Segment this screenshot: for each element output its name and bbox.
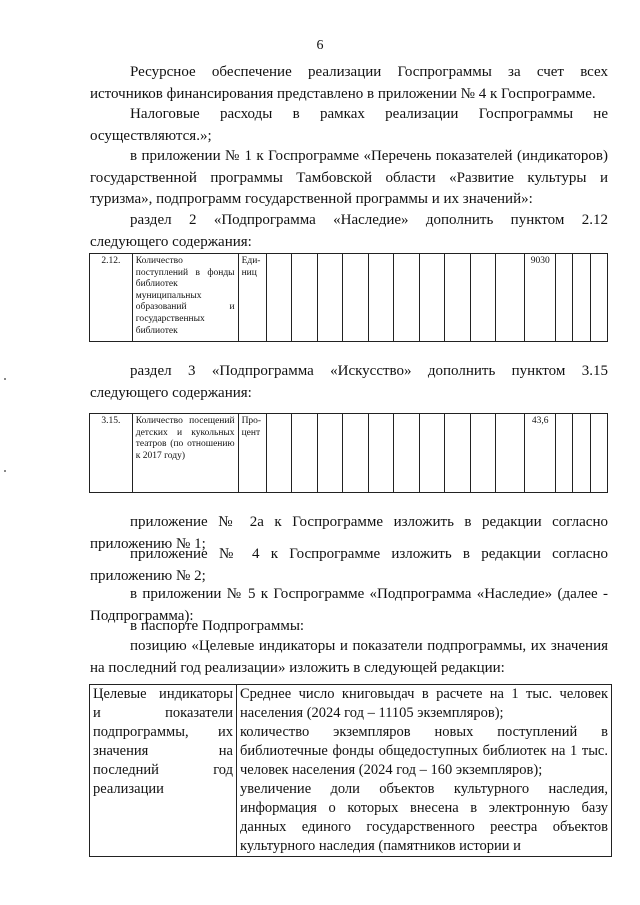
empty-cell [419, 254, 444, 342]
empty-cell [394, 414, 419, 493]
indicator-unit: Про-цент [238, 414, 266, 493]
empty-cell [292, 414, 317, 493]
empty-cell [573, 254, 590, 342]
paragraph-appendix-1: в приложении № 1 к Госпрограмме «Перечень показателей (индикаторов) государственной программы Тамбовской области «Развитие культуры и туризма», подпрограмм государственной программы и их значений»: [90, 148, 608, 207]
paragraph-tax-expenses: Налоговые расходы в рамках реализации Госпрограммы не осуществляются.»; [90, 106, 608, 144]
paragraph-position: позицию «Целевые индикаторы и показатели подпрограммы, их значения на последний год реализации» изложить в следующей редакции: [90, 638, 608, 676]
empty-cell [556, 414, 573, 493]
passport-label: Целевые индикаторы и показатели подпрограммы, их значения на последний год реализации [90, 685, 237, 857]
paragraph-appendix-4: приложение № 4 к Госпрограмме изложить в редакции согласно приложению № 2; [90, 546, 608, 584]
empty-cell [343, 254, 368, 342]
empty-cell [495, 414, 525, 493]
empty-cell [470, 254, 495, 342]
empty-cell [556, 254, 573, 342]
empty-cell [317, 414, 342, 493]
scan-speck [4, 470, 6, 472]
indicator-value: 9030 [525, 254, 556, 342]
empty-cell [445, 254, 470, 342]
empty-cell [368, 254, 393, 342]
indicator-number: 3.15. [90, 414, 133, 493]
paragraph-passport: в паспорте Подпрограммы: [130, 618, 305, 634]
empty-cell [445, 414, 470, 493]
page-number: 6 [316, 38, 324, 53]
empty-cell [267, 254, 292, 342]
empty-cell [419, 414, 444, 493]
indicator-description: Количество посещений детских и кукольных театров (по отношению к 2017 году) [132, 414, 238, 493]
empty-cell [573, 414, 590, 493]
indicator-number: 2.12. [90, 254, 133, 342]
empty-cell [590, 254, 607, 342]
passport-values [237, 685, 612, 857]
passport-table [89, 684, 612, 857]
indicator-table-2-12 [89, 253, 608, 342]
indicator-description: Количество поступлений в фонды библиотек муниципальных образований и государственных библиотек [132, 254, 238, 342]
empty-cell [368, 414, 393, 493]
empty-cell [267, 414, 292, 493]
empty-cell [590, 414, 607, 493]
indicator-value: 43,6 [525, 414, 556, 493]
passport-item: количество экземпляров новых поступлений в библиотечные фонды общедоступных библиотек на 1 тыс. человек населения (2024 год – 160 экземпляров); [240, 724, 608, 778]
passport-item: Среднее число книговыдач в расчете на 1 тыс. человек населения (2024 год – 11105 экземпляров); [240, 686, 608, 721]
paragraph-section-3: раздел 3 «Подпрограмма «Искусство» дополнить пунктом 3.15 следующего содержания: [90, 363, 608, 401]
paragraph-appendix-5: в приложении № 5 к Госпрограмме «Подпрограмма «Наследие» (далее - Подпрограмма): [90, 586, 608, 624]
empty-cell [343, 414, 368, 493]
paragraph-resource-support: Ресурсное обеспечение реализации Госпрограммы за счет всех источников финансирования представлено в приложении № 4 к Госпрограмме. [90, 64, 608, 102]
empty-cell [470, 414, 495, 493]
indicator-unit: Еди-ниц [238, 254, 266, 342]
empty-cell [495, 254, 525, 342]
empty-cell [394, 254, 419, 342]
empty-cell [317, 254, 342, 342]
paragraph-section-2: раздел 2 «Подпрограмма «Наследие» дополнить пунктом 2.12 следующего содержания: [90, 212, 608, 250]
passport-item: увеличение доли объектов культурного наследия, информация о которых внесена в электронную базу данных единого государственного реестра объектов культурного наследия (памятников истории и [240, 781, 608, 854]
indicator-table-3-15 [89, 413, 608, 493]
paragraph-appendix-2a: приложение № 2а к Госпрограмме изложить в редакции согласно приложению № 1; [90, 514, 608, 552]
empty-cell [292, 254, 317, 342]
scan-speck [4, 378, 6, 380]
